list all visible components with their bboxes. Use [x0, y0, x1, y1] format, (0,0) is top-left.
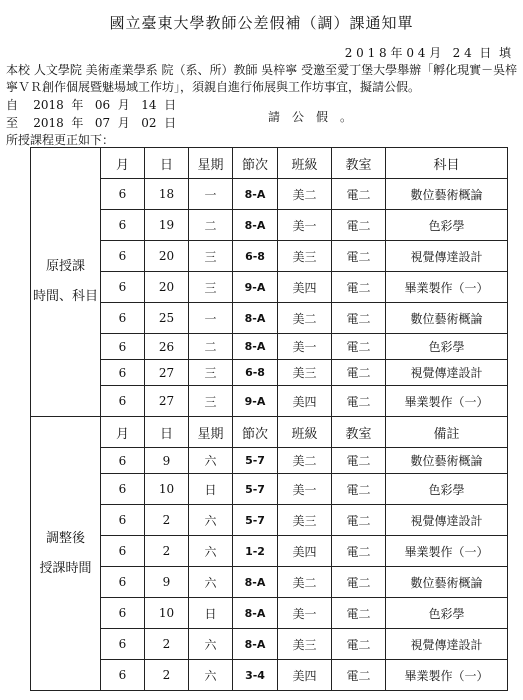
cell-p: 6-8: [233, 360, 278, 386]
cell-w: 一: [189, 303, 233, 334]
cell-d: 27: [145, 386, 189, 417]
cell-d: 26: [145, 334, 189, 360]
cell-m: 6: [101, 660, 145, 691]
cell-c: 美四: [278, 660, 332, 691]
cell-p: 8-A: [233, 303, 278, 334]
cell-room: 電二: [332, 536, 386, 567]
cell-s: 色彩學: [386, 474, 508, 505]
cell-p: 8-A: [233, 334, 278, 360]
cell-w: 二: [189, 334, 233, 360]
cell-m: 6: [101, 210, 145, 241]
table-row: [31, 241, 508, 272]
cell-s: 數位藝術概論: [386, 303, 508, 334]
cell-room: 電二: [332, 567, 386, 598]
cell-m: 6: [101, 629, 145, 660]
cell-c: 美三: [278, 505, 332, 536]
courses-label: 所授課程更正如下：: [6, 133, 115, 147]
cell-w: 三: [189, 241, 233, 272]
table-row: [31, 386, 508, 417]
cell-room: 電二: [332, 303, 386, 334]
cell-p: 8-A: [233, 567, 278, 598]
table-row: [31, 360, 508, 386]
table-row: [31, 179, 508, 210]
table-row: [31, 474, 508, 505]
cell-w: 三: [189, 360, 233, 386]
cell-p: 5-7: [233, 474, 278, 505]
column-header: 科目: [386, 148, 508, 179]
cell-p: 1-2: [233, 536, 278, 567]
leave-start-date: 自 2018 年 06 月 14 日: [6, 98, 177, 112]
cell-w: 六: [189, 660, 233, 691]
cell-c: 美二: [278, 567, 332, 598]
cell-w: 六: [189, 629, 233, 660]
cell-m: 6: [101, 241, 145, 272]
cell-m: 6: [101, 536, 145, 567]
cell-m: 6: [101, 598, 145, 629]
cell-p: 8-A: [233, 629, 278, 660]
cell-w: 三: [189, 386, 233, 417]
column-header: 星期: [189, 148, 233, 179]
course-schedule-table: [30, 147, 508, 691]
cell-d: 2: [145, 536, 189, 567]
cell-w: 六: [189, 536, 233, 567]
cell-m: 6: [101, 448, 145, 474]
column-header: 節次: [233, 148, 278, 179]
section-label-line: 調整後: [45, 530, 85, 546]
cell-p: 5-7: [233, 505, 278, 536]
cell-c: 美一: [278, 598, 332, 629]
column-header: 星期: [189, 417, 233, 448]
cell-d: 27: [145, 360, 189, 386]
table-row: [31, 334, 508, 360]
table-row: [31, 210, 508, 241]
cell-s: 數位藝術概論: [386, 179, 508, 210]
cell-m: 6: [101, 360, 145, 386]
cell-room: 電二: [332, 241, 386, 272]
cell-w: 六: [189, 448, 233, 474]
cell-w: 一: [189, 179, 233, 210]
cell-m: 6: [101, 179, 145, 210]
cell-room: 電二: [332, 210, 386, 241]
cell-s: 視覺傳達設計: [386, 241, 508, 272]
table-row: [31, 505, 508, 536]
cell-c: 美三: [278, 241, 332, 272]
column-header: 月: [101, 417, 145, 448]
leave-end-date: 至 2018 年 07 月 02 日: [6, 116, 177, 130]
cell-w: 日: [189, 474, 233, 505]
cell-m: 6: [101, 334, 145, 360]
table-header-row: [31, 148, 508, 179]
cell-room: 電二: [332, 448, 386, 474]
cell-d: 2: [145, 505, 189, 536]
column-header: 月: [101, 148, 145, 179]
cell-d: 2: [145, 629, 189, 660]
cell-s: 視覺傳達設計: [386, 629, 508, 660]
cell-d: 25: [145, 303, 189, 334]
column-header: 日: [145, 417, 189, 448]
cell-c: 美四: [278, 272, 332, 303]
column-header: 節次: [233, 417, 278, 448]
cell-c: 美四: [278, 536, 332, 567]
cell-d: 10: [145, 598, 189, 629]
column-header: 教室: [332, 148, 386, 179]
cell-room: 電二: [332, 334, 386, 360]
cell-c: 美一: [278, 334, 332, 360]
form-title: 國立臺東大學教師公差假補（調）課通知單: [109, 14, 414, 32]
table-row: [31, 448, 508, 474]
section-label-line: 授課時間: [39, 560, 92, 576]
leave-request-text: 請公假。: [268, 110, 365, 124]
cell-d: 18: [145, 179, 189, 210]
section-label-line: 時間、科目: [32, 289, 98, 304]
cell-w: 三: [189, 272, 233, 303]
cell-d: 10: [145, 474, 189, 505]
column-header: 日: [145, 148, 189, 179]
cell-p: 8-A: [233, 598, 278, 629]
cell-d: 19: [145, 210, 189, 241]
table-row: [31, 660, 508, 691]
leave-reason-paragraph: 本校 人文學院 美術產業學系 院（系、所）教師 吳梓寧 受邀至愛丁堡大學舉辦「孵化現實－吳梓寧ＶＲ創作個展暨魅場域工作坊」，須親自進行佈展與工作坊事宜，擬請公假。: [6, 63, 518, 94]
cell-p: 9-A: [233, 386, 278, 417]
cell-room: 電二: [332, 386, 386, 417]
cell-c: 美二: [278, 179, 332, 210]
cell-w: 日: [189, 598, 233, 629]
table-row: [31, 598, 508, 629]
cell-room: 電二: [332, 629, 386, 660]
cell-s: 色彩學: [386, 210, 508, 241]
table-header-row: [31, 417, 508, 448]
cell-p: 3-4: [233, 660, 278, 691]
cell-room: 電二: [332, 505, 386, 536]
cell-room: 電二: [332, 474, 386, 505]
cell-m: 6: [101, 386, 145, 417]
column-header: 班級: [278, 417, 332, 448]
cell-w: 六: [189, 505, 233, 536]
cell-d: 20: [145, 241, 189, 272]
cell-m: 6: [101, 474, 145, 505]
table-row: [31, 272, 508, 303]
cell-c: 美二: [278, 448, 332, 474]
table-row: [31, 303, 508, 334]
cell-s: 視覺傳達設計: [386, 360, 508, 386]
cell-s: 視覺傳達設計: [386, 505, 508, 536]
table-row: [31, 629, 508, 660]
cell-room: 電二: [332, 179, 386, 210]
fill-date: 2 0 1 8 年 0 4 月 2 4 日 填: [344, 46, 511, 60]
cell-s: 畢業製作（一）: [386, 272, 508, 303]
cell-p: 9-A: [233, 272, 278, 303]
cell-room: 電二: [332, 660, 386, 691]
cell-s: 數位藝術概論: [386, 448, 508, 474]
adjusted-schedule-label: [31, 417, 101, 691]
cell-room: 電二: [332, 598, 386, 629]
cell-p: 5-7: [233, 448, 278, 474]
cell-p: 8-A: [233, 179, 278, 210]
cell-room: 電二: [332, 360, 386, 386]
cell-d: 20: [145, 272, 189, 303]
cell-d: 9: [145, 567, 189, 598]
cell-room: 電二: [332, 272, 386, 303]
cell-m: 6: [101, 505, 145, 536]
original-schedule-label: [31, 148, 101, 417]
cell-c: 美一: [278, 210, 332, 241]
section-label-line: 原授課: [45, 259, 85, 274]
table-row: [31, 536, 508, 567]
cell-m: 6: [101, 303, 145, 334]
cell-m: 6: [101, 567, 145, 598]
column-header: 教室: [332, 417, 386, 448]
cell-w: 六: [189, 567, 233, 598]
cell-p: 6-8: [233, 241, 278, 272]
cell-d: 2: [145, 660, 189, 691]
cell-s: 畢業製作（一）: [386, 660, 508, 691]
cell-c: 美四: [278, 386, 332, 417]
cell-w: 二: [189, 210, 233, 241]
cell-d: 9: [145, 448, 189, 474]
cell-c: 美二: [278, 303, 332, 334]
cell-s: 色彩學: [386, 334, 508, 360]
table-row: [31, 567, 508, 598]
cell-s: 畢業製作（一）: [386, 536, 508, 567]
cell-c: 美三: [278, 360, 332, 386]
cell-c: 美三: [278, 629, 332, 660]
column-header: 班級: [278, 148, 332, 179]
cell-m: 6: [101, 272, 145, 303]
cell-s: 色彩學: [386, 598, 508, 629]
cell-s: 畢業製作（一）: [386, 386, 508, 417]
cell-p: 8-A: [233, 210, 278, 241]
column-header: 備註: [386, 417, 508, 448]
cell-s: 數位藝術概論: [386, 567, 508, 598]
cell-c: 美一: [278, 474, 332, 505]
